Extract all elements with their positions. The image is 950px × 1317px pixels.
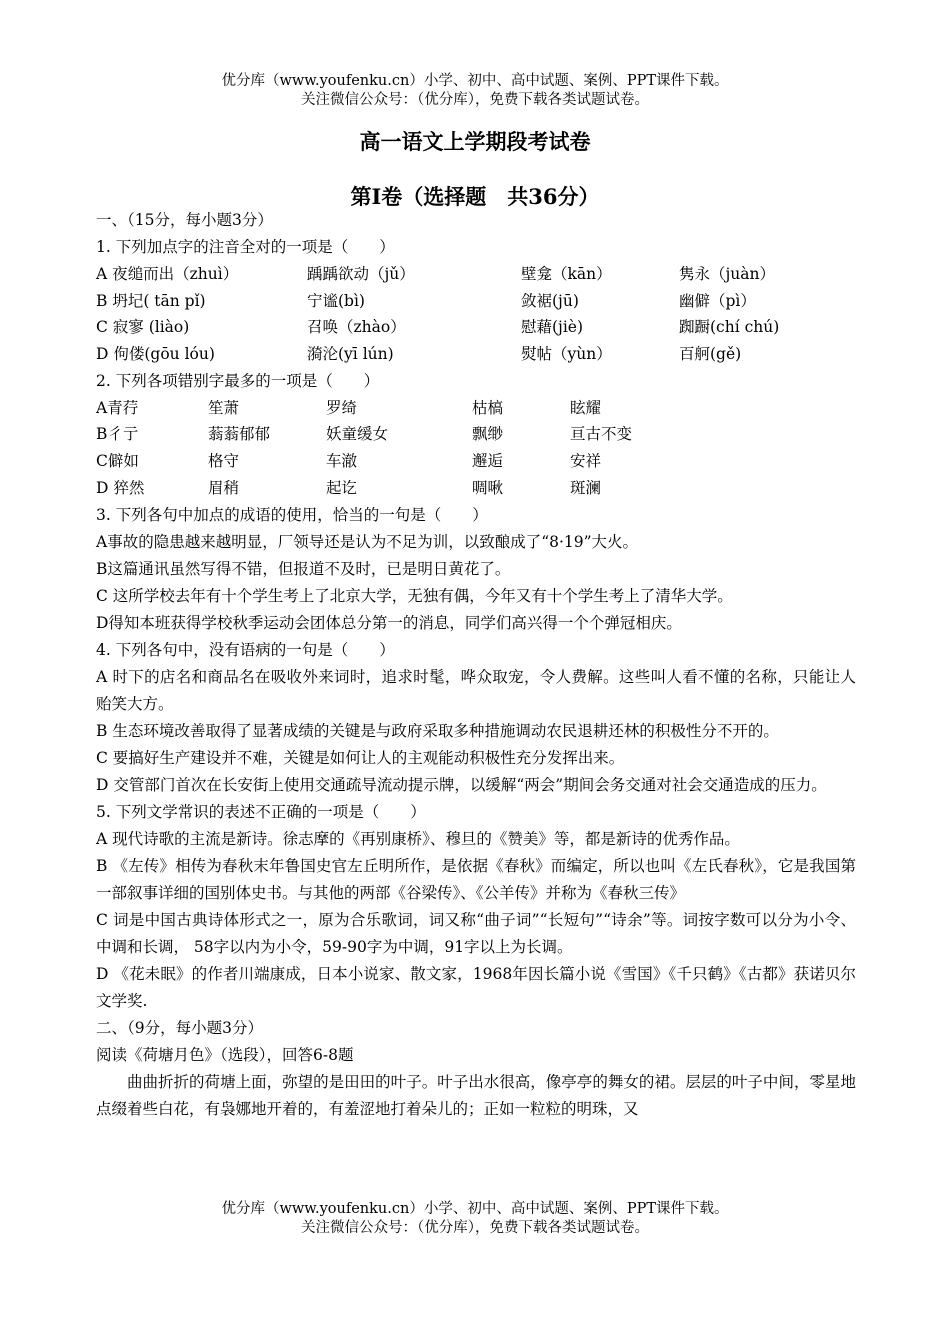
option-row-a <box>96 395 856 422</box>
option-item: A 夜缒而出（zhuì） <box>96 265 239 283</box>
page-footer <box>0 1200 950 1238</box>
section-2-heading: 二、（9分，每小题3分） <box>96 1018 263 1037</box>
question-3-option-a: A事故的隐患越来越明显，厂领导还是认为不足为训，以致酿成了“8·19”大火。 <box>96 532 639 551</box>
question-4 <box>96 637 856 799</box>
question-1 <box>96 234 856 368</box>
option-item: 邂逅 <box>472 452 504 471</box>
question-5-option-c: C 词是中国古典诗体形式之一，原为合乐歌词，词又称“曲子词”“长短句”“诗余”等。词按字数可以分为小令、中调和长调， 58字以内为小令，59-90字为中调，91字以上为长调。 <box>96 910 856 956</box>
question-5 <box>96 799 856 1015</box>
option-item: 车澈 <box>326 452 358 471</box>
option-row-a <box>96 261 856 288</box>
question-3-option-d: D得知本班获得学校秋季运动会团体总分第一的消息，同学们高兴得一个个弹冠相庆。 <box>96 613 682 632</box>
option-item: A青荇 <box>96 398 139 417</box>
question-5-stem: 5. 下列文学常识的表述不正确的一项是（ ） <box>96 802 426 821</box>
exam-body <box>96 207 856 1123</box>
option-item: 眩耀 <box>570 398 602 417</box>
section-1-heading: 一、（15分，每小题3分） <box>96 211 273 229</box>
option-item: 斑澜 <box>570 478 602 497</box>
option-item: 飘缈 <box>472 425 504 444</box>
question-3 <box>96 502 856 637</box>
option-item: 起讫 <box>326 478 358 497</box>
reading-intro: 阅读《荷塘月色》（选段），回答6-8题 <box>96 1045 354 1064</box>
option-row-c <box>96 314 856 341</box>
question-3-stem: 3. 下列各句中加点的成语的使用，恰当的一句是（ ） <box>96 505 488 524</box>
option-item: D 猝然 <box>96 478 145 497</box>
option-row-c <box>96 448 856 475</box>
header-line-1: 优分库（www.youfenku.cn）小学、初中、高中试题、案例、PPT课件下载。 <box>221 73 729 89</box>
reading-passage: 曲曲折折的荷塘上面，弥望的是田田的叶子。叶子出水很高，像亭亭的舞女的裙。层层的叶子中间，零星地点缀着些白花，有袅娜地开着的，有羞涩地打着朵儿的；正如一粒粒的明珠，又 <box>96 1072 856 1118</box>
question-3-option-c: C 这所学校去年有十个学生考上了北京大学，无独有偶，今年又有十个学生考上了清华大学。 <box>96 586 733 605</box>
option-item: 亘古不变 <box>570 425 633 444</box>
page-header <box>0 72 950 110</box>
option-item: 召唤（zhào） <box>307 318 406 337</box>
question-2-stem: 2. 下列各项错别字最多的一项是（ ） <box>96 371 380 390</box>
option-row-d <box>96 475 856 502</box>
question-4-option-d: D 交管部门首次在长安街上使用交通疏导流动提示牌，以缓解“两会”期间会务交通对社会交通造成的压力。 <box>96 775 827 794</box>
option-item: 枯槁 <box>472 398 504 417</box>
option-item: 妖童缓女 <box>326 425 389 444</box>
option-item: 踟蹰(chí chú) <box>679 318 780 337</box>
option-item: 格守 <box>208 452 240 471</box>
option-item: 敛裾(jū) <box>521 291 579 310</box>
option-item: 踽踽欲动（jǔ） <box>307 265 415 283</box>
option-row-b <box>96 288 856 315</box>
question-4-option-a: A 时下的店名和商品名在吸收外来词时，追求时髦，哗众取宠，令人费解。这些叫人看不懂的名称，只能让人贻笑大方。 <box>96 667 856 713</box>
option-item: 罗绮 <box>326 398 358 417</box>
option-row-d <box>96 341 856 368</box>
question-2 <box>96 368 856 502</box>
question-2-options <box>96 395 856 502</box>
option-item: B 坍圮( tān pǐ) <box>96 291 206 310</box>
question-4-stem: 4. 下列各句中，没有语病的一句是（ ） <box>96 640 395 659</box>
option-row-b <box>96 421 856 448</box>
question-3-option-b: B这篇通讯虽然写得不错，但报道不及时，已是明日黄花了。 <box>96 559 511 578</box>
footer-line-1: 优分库（www.youfenku.cn）小学、初中、高中试题、案例、PPT课件下载。 <box>221 1201 729 1217</box>
question-5-option-d: D 《花未眠》的作者川端康成，日本小说家、散文家，1968年因长篇小说《雪国》《千只鹤》《古都》获诺贝尔文学奖. <box>96 964 856 1010</box>
header-line-2: 关注微信公众号：（优分库），免费下载各类试题试卷。 <box>301 92 649 108</box>
option-item: D 佝偻(gōu lóu) <box>96 345 215 364</box>
option-item: 幽僻（pì） <box>679 291 756 310</box>
option-item: 百舸(gě) <box>679 345 742 364</box>
footer-line-2: 关注微信公众号：（优分库），免费下载各类试题试卷。 <box>301 1220 649 1236</box>
option-item: 壁龛（kān） <box>521 265 612 283</box>
option-item: C 寂寥 (liào) <box>96 318 190 337</box>
option-item: 蓊蓊郁郁 <box>208 425 271 444</box>
exam-title: 高一语文上学期段考试卷 <box>359 129 591 154</box>
option-item: 安祥 <box>570 452 602 471</box>
option-item: 啁啾 <box>472 478 504 497</box>
question-4-option-b: B 生态环境改善取得了显著成绩的关键是与政府采取多种措施调动农民退耕还林的积极性分不开的。 <box>96 721 779 740</box>
question-1-stem: 1. 下列加点字的注音全对的一项是（ ） <box>96 238 395 256</box>
option-item: C僻如 <box>96 452 139 471</box>
question-4-option-c: C 要搞好生产建设并不难，关键是如何让人的主观能动积极性充分发挥出来。 <box>96 748 625 767</box>
option-item: B彳亍 <box>96 425 139 444</box>
question-1-options <box>96 261 856 368</box>
section-title: 第Ⅰ卷（选择题 共36分） <box>350 184 600 209</box>
option-item: 笙萧 <box>208 398 240 417</box>
option-item: 宁谧(bì) <box>307 291 365 310</box>
option-item: 眉稍 <box>208 478 240 497</box>
question-5-option-b: B 《左传》相传为春秋末年鲁国史官左丘明所作，是依据《春秋》而编定，所以也叫《左氏春秋》，它是我国第一部叙事详细的国别体史书。与其他的两部《谷梁传》、《公羊传》并称为《春秋三传》 <box>96 856 856 902</box>
option-item: 熨帖（yùn） <box>521 345 612 364</box>
option-item: 慰藉(jiè) <box>521 318 584 337</box>
question-5-option-a: A 现代诗歌的主流是新诗。徐志摩的《再别康桥》、穆旦的《赞美》等，都是新诗的优秀作品。 <box>96 829 740 848</box>
option-item: 隽永（juàn） <box>679 265 776 283</box>
option-item: 漪沦(yī lún) <box>307 345 394 364</box>
